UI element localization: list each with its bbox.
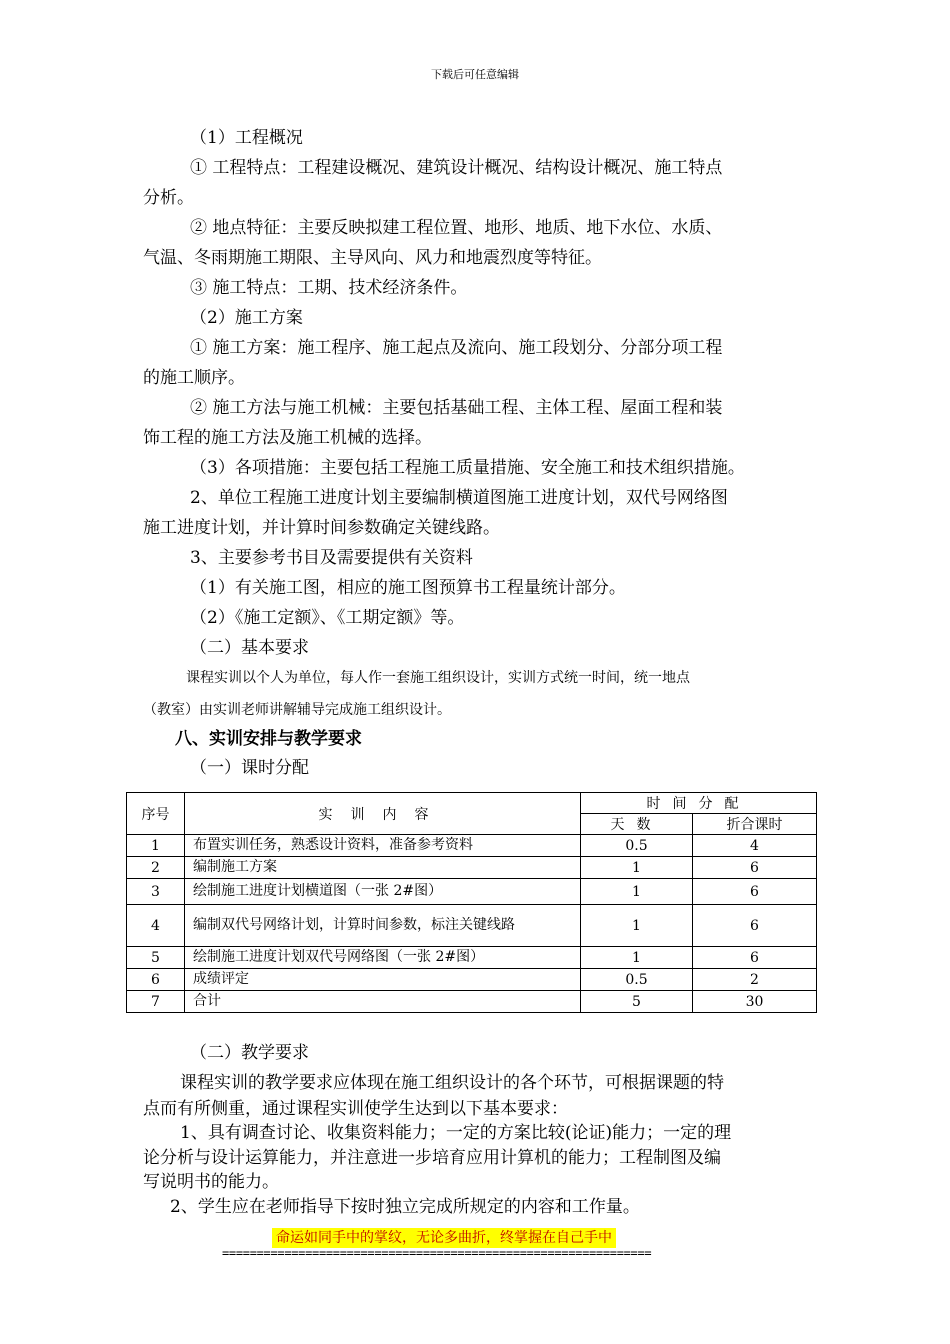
footer-motto: 命运如同手中的掌纹，无论多曲折，终掌握在自己手中 bbox=[272, 1228, 616, 1248]
cell-hours: 30 bbox=[693, 991, 817, 1013]
section-heading: （1）工程概况 bbox=[190, 128, 303, 148]
body-text: 分析。 bbox=[143, 188, 194, 208]
cell-days: 1 bbox=[581, 905, 693, 947]
table-row bbox=[127, 905, 817, 947]
chapter-heading: 八、实训安排与教学要求 bbox=[175, 729, 362, 749]
body-text: 课程实训以个人为单位，每人作一套施工组织设计，实训方式统一时间，统一地点 bbox=[186, 670, 690, 686]
cell-hours: 6 bbox=[693, 905, 817, 947]
body-text: ① 工程特点：工程建设概况、建筑设计概况、结构设计概况、施工特点 bbox=[190, 158, 723, 178]
cell-hours: 6 bbox=[693, 879, 817, 905]
body-text: 的施工顺序。 bbox=[143, 368, 245, 388]
body-text: ① 施工方案：施工程序、施工起点及流向、施工段划分、分部分项工程 bbox=[190, 338, 723, 358]
body-text: 2、学生应在老师指导下按时独立完成所规定的内容和工作量。 bbox=[170, 1197, 640, 1217]
header-days: 天数 bbox=[581, 814, 693, 835]
table-row bbox=[127, 991, 817, 1013]
table-row bbox=[127, 947, 817, 969]
cell-content: 布置实训任务，熟悉设计资料，准备参考资料 bbox=[185, 835, 581, 857]
cell-hours: 6 bbox=[693, 857, 817, 879]
header-time: 时间分配 bbox=[581, 793, 817, 814]
cell-no: 3 bbox=[127, 879, 185, 905]
body-text: ③ 施工特点：工期、技术经济条件。 bbox=[190, 278, 468, 298]
cell-hours: 2 bbox=[693, 969, 817, 991]
body-text: （教室）由实训老师讲解辅导完成施工组织设计。 bbox=[143, 702, 451, 718]
body-text: （3）各项措施：主要包括工程施工质量措施、安全施工和技术组织措施。 bbox=[190, 458, 745, 478]
cell-no: 1 bbox=[127, 835, 185, 857]
body-text: 气温、冬雨期施工期限、主导风向、风力和地震烈度等特征。 bbox=[143, 248, 602, 268]
cell-days: 0.5 bbox=[581, 969, 693, 991]
table-row bbox=[127, 857, 817, 879]
section-heading: （二）教学要求 bbox=[190, 1043, 309, 1063]
cell-days: 5 bbox=[581, 991, 693, 1013]
section-heading: （2）施工方案 bbox=[190, 308, 303, 328]
table-row bbox=[127, 879, 817, 905]
schedule-table bbox=[126, 792, 817, 1013]
cell-hours: 4 bbox=[693, 835, 817, 857]
cell-content: 编制施工方案 bbox=[185, 857, 581, 879]
cell-content: 合计 bbox=[185, 991, 581, 1013]
cell-content: 绘制施工进度计划双代号网络图（一张 2#图） bbox=[185, 947, 581, 969]
cell-days: 1 bbox=[581, 947, 693, 969]
body-text: 课程实训的教学要求应体现在施工组织设计的各个环节，可根据课题的特 bbox=[180, 1073, 724, 1093]
table-row bbox=[127, 835, 817, 857]
cell-hours: 6 bbox=[693, 947, 817, 969]
cell-no: 5 bbox=[127, 947, 185, 969]
footer-rule: ============================================================== bbox=[222, 1246, 652, 1260]
table-row bbox=[127, 969, 817, 991]
cell-content: 编制双代号网络计划，计算时间参数，标注关键线路 bbox=[185, 905, 581, 947]
page-header: 下载后可任意编辑 bbox=[431, 68, 519, 81]
section-heading: （一）课时分配 bbox=[190, 758, 309, 778]
body-text: ② 施工方法与施工机械：主要包括基础工程、主体工程、屋面工程和装 bbox=[190, 398, 723, 418]
body-text: （1）有关施工图，相应的施工图预算书工程量统计部分。 bbox=[190, 578, 626, 598]
cell-content: 成绩评定 bbox=[185, 969, 581, 991]
cell-no: 7 bbox=[127, 991, 185, 1013]
cell-content: 绘制施工进度计划横道图（一张 2#图） bbox=[185, 879, 581, 905]
body-text: 1、具有调查讨论、收集资料能力；一定的方案比较(论证)能力；一定的理 bbox=[180, 1123, 732, 1143]
cell-days: 0.5 bbox=[581, 835, 693, 857]
cell-no: 6 bbox=[127, 969, 185, 991]
body-text: 2、单位工程施工进度计划主要编制横道图施工进度计划，双代号网络图 bbox=[190, 488, 728, 508]
cell-days: 1 bbox=[581, 879, 693, 905]
body-text: （2）《施工定额》、《工期定额》等。 bbox=[190, 608, 465, 628]
body-text: 施工进度计划，并计算时间参数确定关键线路。 bbox=[143, 518, 500, 538]
body-text: 论分析与设计运算能力，并注意进一步培育应用计算机的能力；工程制图及编 bbox=[143, 1148, 721, 1168]
body-text: 写说明书的能力。 bbox=[143, 1172, 279, 1192]
header-content: 实训内容 bbox=[185, 793, 581, 835]
body-text: ② 地点特征：主要反映拟建工程位置、地形、地质、地下水位、水质、 bbox=[190, 218, 723, 238]
cell-days: 1 bbox=[581, 857, 693, 879]
cell-no: 4 bbox=[127, 905, 185, 947]
section-heading: （二）基本要求 bbox=[190, 638, 309, 658]
header-no: 序号 bbox=[127, 793, 185, 835]
header-hours: 折合课时 bbox=[693, 814, 817, 835]
body-text: 点而有所侧重，通过课程实训使学生达到以下基本要求： bbox=[143, 1099, 568, 1119]
body-text: 3、主要参考书目及需要提供有关资料 bbox=[190, 548, 473, 568]
body-text: 饰工程的施工方法及施工机械的选择。 bbox=[143, 428, 432, 448]
cell-no: 2 bbox=[127, 857, 185, 879]
